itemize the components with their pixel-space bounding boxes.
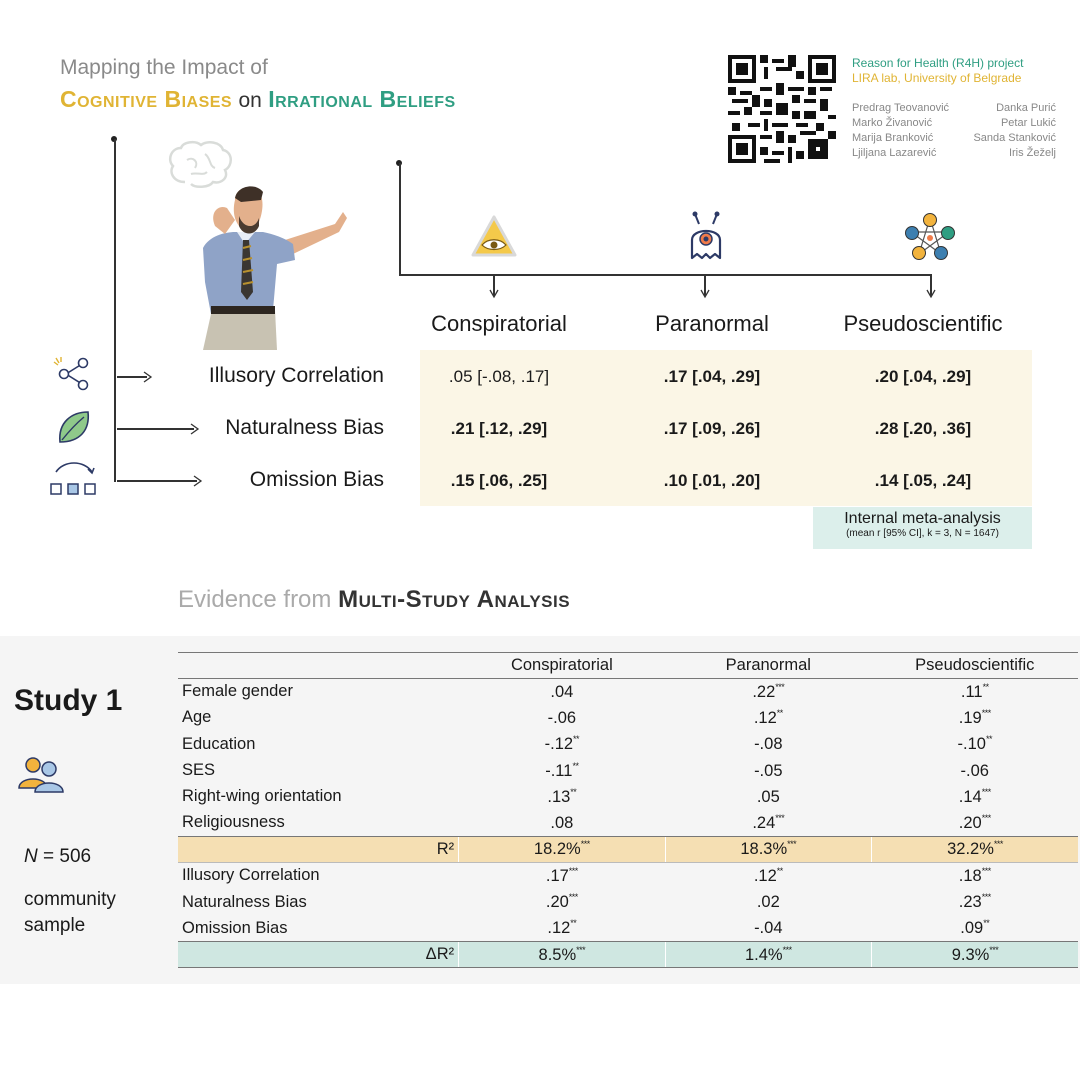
table-cell bbox=[665, 705, 871, 731]
table-cell bbox=[459, 757, 665, 783]
alien-icon bbox=[686, 210, 726, 262]
significance-stars: ** bbox=[982, 681, 989, 692]
matrix-cell: .17 [.09, .26] bbox=[663, 419, 761, 438]
author-row bbox=[852, 101, 1056, 116]
significance-stars: *** bbox=[981, 786, 991, 797]
table-row-label: Omission Bias bbox=[182, 918, 288, 937]
table-row bbox=[178, 889, 1078, 915]
matrix-cell: .05 [-.08, .17] bbox=[448, 367, 550, 386]
table-row bbox=[178, 731, 1078, 757]
cell-value: .12 bbox=[547, 919, 571, 938]
cell-value: -.11 bbox=[545, 761, 573, 780]
cell-value: 8.5% bbox=[538, 945, 577, 964]
row-label-illusory-correlation: Illusory Correlation bbox=[208, 364, 384, 387]
author-name: Ljiljana Lazarević bbox=[852, 147, 937, 159]
table-row bbox=[178, 679, 1078, 705]
table-cell bbox=[665, 784, 871, 810]
table-cell bbox=[665, 889, 871, 915]
matrix-cell: .10 [.01, .20] bbox=[663, 471, 761, 490]
table-row bbox=[178, 810, 1078, 836]
table-cell bbox=[459, 836, 665, 862]
table-row bbox=[178, 863, 1078, 889]
cell-value: .14 bbox=[958, 787, 982, 806]
table-row-label: Religiousness bbox=[182, 813, 285, 832]
cell-value: .09 bbox=[960, 919, 984, 938]
cell-value: .12 bbox=[753, 708, 777, 727]
r-squared-row bbox=[178, 836, 1078, 862]
table-cell bbox=[872, 915, 1078, 941]
sample-description-line: community bbox=[24, 889, 116, 910]
significance-stars: *** bbox=[580, 839, 590, 850]
sample-description-line: sample bbox=[24, 915, 86, 936]
table-cell bbox=[872, 757, 1078, 783]
cell-value: .17 bbox=[545, 866, 569, 885]
cell-value: 18.3% bbox=[740, 840, 788, 859]
cell-value: -.12 bbox=[544, 735, 574, 754]
project-name: Reason for Health (R4H) project bbox=[852, 56, 1024, 70]
project-info bbox=[852, 56, 1023, 86]
cell-value: .12 bbox=[753, 866, 777, 885]
delta-r-squared-row bbox=[178, 941, 1078, 967]
eye-pyramid-icon bbox=[470, 214, 518, 260]
boxes-arrow-icon bbox=[48, 458, 100, 498]
connector-line bbox=[930, 274, 932, 296]
matrix-cell: .21 [.12, .29] bbox=[450, 419, 548, 438]
cell-value: .04 bbox=[550, 682, 574, 701]
table-cell bbox=[665, 941, 871, 967]
table-cell bbox=[459, 863, 665, 889]
cell-value: .23 bbox=[958, 893, 982, 912]
table-cell bbox=[459, 705, 665, 731]
section-heading-prefix: Evidence from bbox=[178, 586, 332, 613]
table-row-label: ΔR² bbox=[178, 941, 459, 967]
cell-value: -.05 bbox=[754, 761, 783, 780]
significance-stars: *** bbox=[981, 865, 991, 876]
sample-size-value: = 506 bbox=[37, 846, 92, 867]
significance-stars: *** bbox=[568, 865, 578, 876]
speaker-figure bbox=[185, 182, 355, 350]
table-cell bbox=[459, 941, 665, 967]
table-cell bbox=[872, 679, 1078, 705]
connector-line bbox=[117, 376, 147, 378]
cell-value: .05 bbox=[756, 787, 780, 806]
cell-value: .19 bbox=[958, 708, 982, 727]
cell-value: -.08 bbox=[754, 735, 783, 754]
sample-size bbox=[24, 846, 91, 868]
cell-value: 9.3% bbox=[951, 945, 990, 964]
meta-analysis-caption bbox=[813, 507, 1032, 549]
table-cell bbox=[459, 731, 665, 757]
title-on: on bbox=[238, 89, 262, 112]
matrix-cell: .17 [.04, .29] bbox=[663, 367, 761, 386]
table-row-label: Female gender bbox=[182, 682, 293, 701]
table-cell bbox=[459, 889, 665, 915]
table-cell bbox=[872, 810, 1078, 836]
column-heading-paranormal: Paranormal bbox=[655, 311, 769, 336]
author-name: Predrag Teovanović bbox=[852, 102, 950, 114]
table-header: Paranormal bbox=[665, 653, 871, 679]
table-row-label: Education bbox=[182, 734, 256, 753]
column-heading-conspiratorial: Conspiratorial bbox=[431, 311, 567, 336]
significance-stars: *** bbox=[775, 812, 785, 823]
cell-value: .20 bbox=[545, 893, 569, 912]
table-cell bbox=[665, 757, 871, 783]
significance-stars: *** bbox=[989, 944, 999, 955]
sample-description bbox=[24, 887, 116, 939]
table-header-row bbox=[178, 653, 1078, 679]
matrix-cell: .28 [.20, .36] bbox=[874, 419, 972, 438]
author-name: Danka Purić bbox=[996, 102, 1056, 114]
significance-stars: ** bbox=[573, 734, 580, 745]
cell-value: .08 bbox=[550, 813, 574, 832]
people-icon bbox=[16, 754, 66, 794]
author-row bbox=[852, 131, 1056, 146]
regression-table bbox=[178, 652, 1078, 968]
poster-title-line1: Mapping the Impact of bbox=[60, 56, 268, 79]
table-header bbox=[178, 653, 459, 679]
significance-stars: ** bbox=[570, 918, 577, 929]
significance-stars: *** bbox=[981, 812, 991, 823]
author-row bbox=[852, 146, 1056, 161]
cell-value: .13 bbox=[547, 787, 571, 806]
significance-stars: *** bbox=[787, 839, 797, 850]
author-list bbox=[852, 101, 1056, 161]
table-cell bbox=[872, 705, 1078, 731]
table-cell bbox=[872, 731, 1078, 757]
matrix-cell: .20 [.04, .29] bbox=[874, 367, 972, 386]
significance-stars: ** bbox=[983, 918, 990, 929]
table-cell bbox=[665, 679, 871, 705]
significance-stars: *** bbox=[981, 892, 991, 903]
table-cell bbox=[665, 863, 871, 889]
table-cell bbox=[872, 863, 1078, 889]
title-biases: Cognitive Biases bbox=[60, 86, 233, 112]
leaf-icon bbox=[56, 408, 92, 446]
table-row-label: R² bbox=[178, 836, 459, 862]
table-row bbox=[178, 705, 1078, 731]
table-cell bbox=[872, 784, 1078, 810]
poster-title-line2 bbox=[60, 86, 456, 113]
significance-stars: *** bbox=[782, 944, 792, 955]
cell-value: -.04 bbox=[754, 919, 783, 938]
sample-size-n: N bbox=[24, 846, 38, 867]
table-cell bbox=[459, 810, 665, 836]
table-row-label: Illusory Correlation bbox=[182, 866, 320, 885]
table-cell bbox=[665, 810, 871, 836]
table-cell bbox=[872, 889, 1078, 915]
matrix-cell: .15 [.06, .25] bbox=[450, 471, 548, 490]
row-label-omission-bias: Omission Bias bbox=[249, 468, 384, 491]
cell-value: 32.2% bbox=[947, 840, 994, 859]
table-row-label: Right-wing orientation bbox=[182, 787, 342, 806]
row-label-naturalness-bias: Naturalness Bias bbox=[225, 416, 384, 439]
cell-value: -.06 bbox=[547, 708, 577, 727]
pentagram-network-icon bbox=[905, 212, 955, 262]
significance-stars: ** bbox=[985, 734, 992, 745]
author-row bbox=[852, 116, 1056, 131]
table-header: Conspiratorial bbox=[459, 653, 665, 679]
meta-analysis-title: Internal meta-analysis bbox=[844, 510, 1001, 527]
section-heading-strong: Multi-Study Analysis bbox=[338, 586, 571, 613]
author-name: Marko Živanović bbox=[852, 117, 933, 129]
cell-value: 1.4% bbox=[744, 945, 783, 964]
cell-value: .11 bbox=[960, 682, 983, 701]
table-row bbox=[178, 915, 1078, 941]
significance-stars: ** bbox=[570, 786, 577, 797]
author-name: Marija Branković bbox=[852, 132, 934, 144]
cell-value: .18 bbox=[958, 866, 982, 885]
table-row bbox=[178, 784, 1078, 810]
table-cell bbox=[459, 679, 665, 705]
matrix-cell: .14 [.05, .24] bbox=[874, 471, 972, 490]
section-heading bbox=[178, 586, 570, 614]
table-cell bbox=[665, 731, 871, 757]
connector-line bbox=[493, 274, 495, 296]
cell-value: -.06 bbox=[960, 761, 989, 780]
significance-stars: *** bbox=[993, 839, 1003, 850]
connector-line bbox=[704, 274, 706, 296]
table-cell bbox=[872, 836, 1078, 862]
significance-stars: *** bbox=[576, 944, 586, 955]
table-header: Pseudoscientific bbox=[872, 653, 1078, 679]
study-title: Study 1 bbox=[14, 684, 123, 717]
author-name: Iris Žeželj bbox=[1008, 147, 1056, 159]
table-cell bbox=[665, 836, 871, 862]
connector-line bbox=[114, 139, 116, 482]
cell-value: -.10 bbox=[957, 735, 986, 754]
significance-stars: ** bbox=[572, 760, 579, 771]
cell-value: .22 bbox=[752, 682, 776, 701]
table-cell bbox=[665, 915, 871, 941]
table-row-label: SES bbox=[182, 761, 216, 780]
table-cell bbox=[459, 915, 665, 941]
significance-stars: *** bbox=[775, 681, 785, 692]
meta-analysis-note: (mean r [95% CI], k = 3, N = 1647) bbox=[846, 528, 999, 539]
column-heading-pseudoscientific: Pseudoscientific bbox=[843, 311, 1003, 336]
significance-stars: *** bbox=[981, 707, 991, 718]
significance-stars: ** bbox=[776, 865, 783, 876]
table-row-label: Naturalness Bias bbox=[182, 892, 307, 911]
connector-line bbox=[399, 163, 401, 275]
lab-name: LIRA lab, University of Belgrade bbox=[852, 71, 1022, 85]
author-name: Petar Lukić bbox=[1000, 117, 1056, 129]
table-row-label: Age bbox=[182, 708, 212, 727]
significance-stars: ** bbox=[776, 707, 783, 718]
cell-value: .24 bbox=[752, 813, 776, 832]
title-beliefs: Irrational Beliefs bbox=[268, 86, 456, 112]
table-cell bbox=[872, 941, 1078, 967]
connector-line bbox=[399, 274, 932, 276]
cell-value: .20 bbox=[958, 813, 982, 832]
table-cell bbox=[459, 784, 665, 810]
author-name: Sanda Stanković bbox=[973, 132, 1056, 144]
table-row bbox=[178, 757, 1078, 783]
share-network-icon bbox=[52, 356, 92, 392]
qr-code-icon[interactable] bbox=[728, 55, 836, 163]
significance-stars: *** bbox=[568, 892, 578, 903]
cell-value: .02 bbox=[756, 893, 780, 912]
cell-value: 18.2% bbox=[533, 840, 581, 859]
